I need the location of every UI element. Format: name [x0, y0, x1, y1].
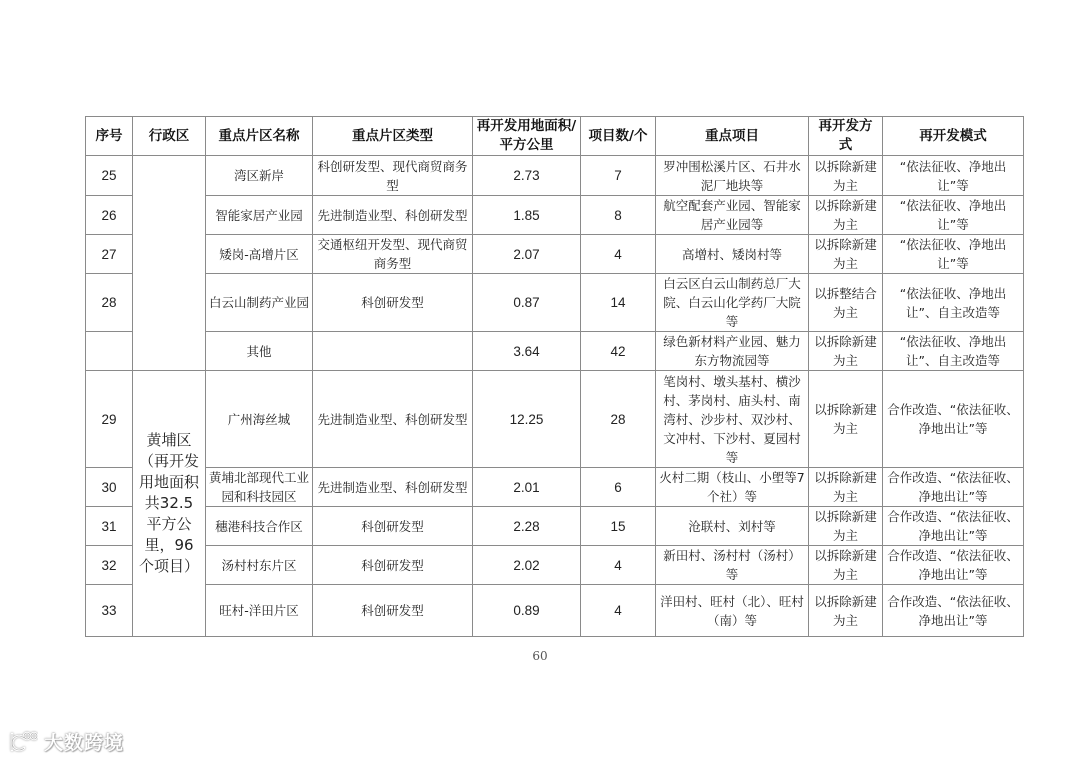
cell-no: 29 — [86, 371, 133, 468]
cell-method: 以拆除新建为主 — [809, 371, 883, 468]
cell-project-count: 7 — [581, 156, 656, 196]
cell-project-count: 6 — [581, 468, 656, 507]
cell-zone-name: 黄埔北部现代工业园和科技园区 — [206, 468, 313, 507]
cell-project-count: 4 — [581, 546, 656, 585]
cell-zone-name: 汤村村东片区 — [206, 546, 313, 585]
cell-no: 26 — [86, 196, 133, 235]
cell-project-count: 8 — [581, 196, 656, 235]
table-row — [86, 196, 1024, 235]
cell-key-projects: 洋田村、旺村（北）、旺村（南）等 — [656, 585, 809, 637]
cell-method: 以拆除新建为主 — [809, 235, 883, 274]
cell-mode: “依法征收、净地出让”等 — [883, 156, 1024, 196]
cell-zone-name: 智能家居产业园 — [206, 196, 313, 235]
cell-mode: “依法征收、净地出让”、自主改造等 — [883, 332, 1024, 371]
cell-key-projects: 高增村、矮岗村等 — [656, 235, 809, 274]
cell-method: 以拆除新建为主 — [809, 468, 883, 507]
cell-area: 12.25 — [473, 371, 581, 468]
cell-no — [86, 332, 133, 371]
cell-district-huangpu: 黄埔区（再开发用地面积共32.5 平方公里，96 个项目） — [133, 371, 206, 637]
header-no: 序号 — [86, 117, 133, 156]
header-key-projects: 重点项目 — [656, 117, 809, 156]
watermark-text: 大数跨境 — [44, 732, 125, 754]
cell-method: 以拆除新建为主 — [809, 546, 883, 585]
cell-key-projects: 火村二期（枝山、小塱等7 个社）等 — [656, 468, 809, 507]
cell-mode: “依法征收、净地出让”等 — [883, 196, 1024, 235]
header-mode: 再开发模式 — [883, 117, 1024, 156]
cell-no: 25 — [86, 156, 133, 196]
cell-no: 31 — [86, 507, 133, 546]
cell-area: 1.85 — [473, 196, 581, 235]
cell-no: 33 — [86, 585, 133, 637]
cell-mode: 合作改造、“依法征收、净地出让”等 — [883, 371, 1024, 468]
cell-zone-type: 先进制造业型、科创研发型 — [313, 371, 473, 468]
cell-key-projects: 白云区白云山制药总厂大院、白云山化学药厂大院等 — [656, 274, 809, 332]
cell-no: 32 — [86, 546, 133, 585]
table-row — [86, 371, 1024, 468]
cell-zone-type: 先进制造业型、科创研发型 — [313, 468, 473, 507]
header-method: 再开发方式 — [809, 117, 883, 156]
table-row — [86, 274, 1024, 332]
header-district: 行政区 — [133, 117, 206, 156]
cell-zone-name: 湾区新岸 — [206, 156, 313, 196]
cell-method: 以拆除新建为主 — [809, 196, 883, 235]
table-row — [86, 585, 1024, 637]
cell-zone-type: 交通枢纽开发型、现代商贸商务型 — [313, 235, 473, 274]
cell-mode: 合作改造、“依法征收、净地出让”等 — [883, 468, 1024, 507]
cell-project-count: 14 — [581, 274, 656, 332]
table-row — [86, 507, 1024, 546]
cell-project-count: 4 — [581, 235, 656, 274]
table-row — [86, 332, 1024, 371]
header-area: 再开发用地面积/平方公里 — [473, 117, 581, 156]
table-header-row — [86, 117, 1024, 156]
cell-zone-name: 穗港科技合作区 — [206, 507, 313, 546]
table-row — [86, 546, 1024, 585]
cell-mode: “依法征收、净地出让”等 — [883, 235, 1024, 274]
cell-area: 0.87 — [473, 274, 581, 332]
k100-logo-icon — [8, 730, 38, 754]
page-number: 60 — [532, 649, 548, 663]
cell-zone-type: 科创研发型、现代商贸商务型 — [313, 156, 473, 196]
cell-no: 27 — [86, 235, 133, 274]
cell-area: 0.89 — [473, 585, 581, 637]
cell-area: 2.28 — [473, 507, 581, 546]
cell-district-baiyun — [133, 156, 206, 371]
header-zone-type: 重点片区类型 — [313, 117, 473, 156]
cell-area: 2.01 — [473, 468, 581, 507]
cell-mode: 合作改造、“依法征收、净地出让”等 — [883, 546, 1024, 585]
cell-zone-type: 先进制造业型、科创研发型 — [313, 196, 473, 235]
cell-key-projects: 航空配套产业园、智能家居产业园等 — [656, 196, 809, 235]
cell-method: 以拆整结合为主 — [809, 274, 883, 332]
watermark — [8, 728, 124, 755]
cell-zone-type: 科创研发型 — [313, 585, 473, 637]
cell-method: 以拆除新建为主 — [809, 332, 883, 371]
cell-zone-name: 广州海丝城 — [206, 371, 313, 468]
cell-method: 以拆除新建为主 — [809, 156, 883, 196]
cell-mode: 合作改造、“依法征收、净地出让”等 — [883, 507, 1024, 546]
cell-zone-type: 科创研发型 — [313, 274, 473, 332]
cell-zone-name: 白云山制药产业园 — [206, 274, 313, 332]
cell-key-projects: 笔岗村、墩头基村、横沙村、茅岗村、庙头村、南湾村、沙步村、双沙村、文冲村、下沙村、夏园村等 — [656, 371, 809, 468]
cell-area: 2.07 — [473, 235, 581, 274]
cell-area: 3.64 — [473, 332, 581, 371]
redevelopment-zones-table — [85, 116, 1024, 637]
cell-project-count: 15 — [581, 507, 656, 546]
cell-zone-type: 科创研发型 — [313, 507, 473, 546]
cell-project-count: 4 — [581, 585, 656, 637]
cell-key-projects: 绿色新材料产业园、魅力东方物流园等 — [656, 332, 809, 371]
cell-no: 30 — [86, 468, 133, 507]
cell-zone-type: 科创研发型 — [313, 546, 473, 585]
cell-method: 以拆除新建为主 — [809, 507, 883, 546]
cell-key-projects: 新田村、汤村村（汤村）等 — [656, 546, 809, 585]
cell-project-count: 42 — [581, 332, 656, 371]
cell-key-projects: 沧联村、刘村等 — [656, 507, 809, 546]
cell-key-projects: 罗冲围松溪片区、石井水泥厂地块等 — [656, 156, 809, 196]
table-row — [86, 235, 1024, 274]
cell-mode: 合作改造、“依法征收、净地出让”等 — [883, 585, 1024, 637]
cell-zone-name: 旺村-洋田片区 — [206, 585, 313, 637]
cell-area: 2.73 — [473, 156, 581, 196]
cell-no: 28 — [86, 274, 133, 332]
cell-method: 以拆除新建为主 — [809, 585, 883, 637]
cell-project-count: 28 — [581, 371, 656, 468]
table-row — [86, 468, 1024, 507]
header-project-count: 项目数/个 — [581, 117, 656, 156]
header-zone-name: 重点片区名称 — [206, 117, 313, 156]
cell-area: 2.02 — [473, 546, 581, 585]
cell-zone-name: 其他 — [206, 332, 313, 371]
cell-mode: “依法征收、净地出让”、自主改造等 — [883, 274, 1024, 332]
table-row — [86, 156, 1024, 196]
cell-zone-type — [313, 332, 473, 371]
cell-zone-name: 矮岗-高增片区 — [206, 235, 313, 274]
